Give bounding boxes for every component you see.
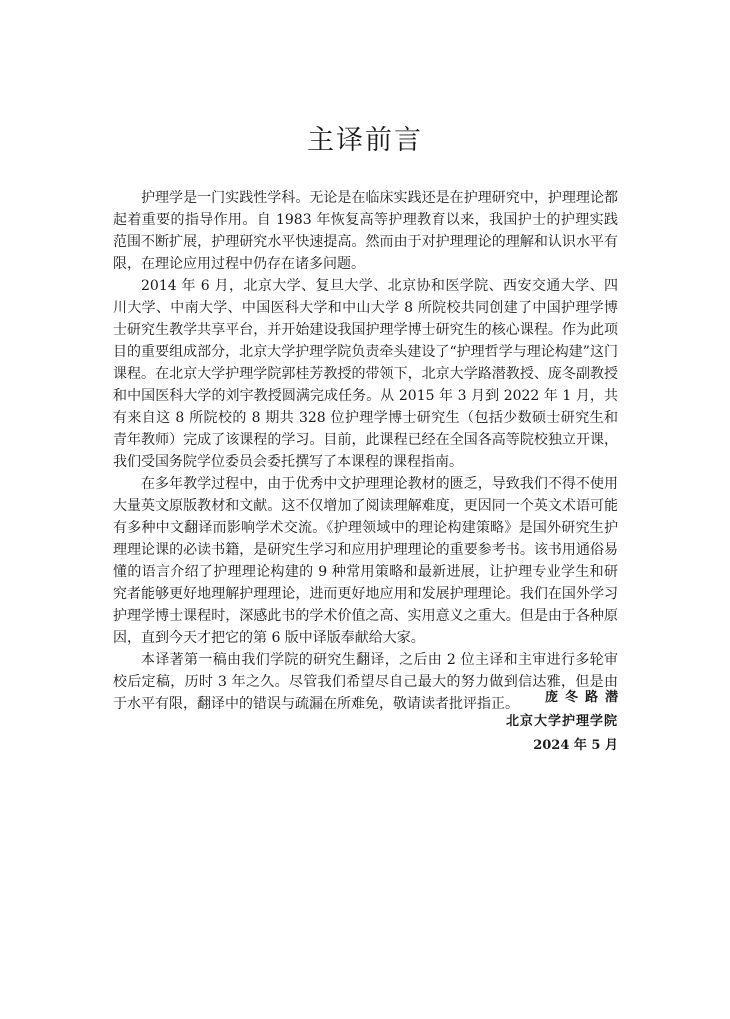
translator-names: 庞冬路潜 [544, 690, 625, 705]
signature-block [505, 686, 625, 758]
signature-date: 2024 年 5 月 [533, 738, 618, 753]
paragraph-3: 在多年教学过程中，由于优秀中文护理理论教材的匮乏，导致我们不得不使用大量英文原版教材和文献。这不仅增加了阅读理解难度，更因同一个英文术语可能有多种中文翻译而影响学术交流。《护理领域中的理论构建策略》是国外研究生护理理论课的必读书籍，是研究生学习和应用护理理论的重要参考书。该书用通俗易懂的语言介绍了护理理论构建的 9 种常用策略和最新进展，让护理专业学生和研究者能够更好地理解护理理论，进而更好地应用和发展护理理论。我们在国外学习护理学博士课程时，深感此书的学术价值之高、实用意义之重大。但是由于各种原因，直到今天才把它的第 6 版中译版奉献给大家。 [113, 476, 618, 646]
preface-body [113, 187, 618, 715]
paragraph-2: 2014 年 6 月，北京大学、复旦大学、北京协和医学院、西安交通大学、四川大学、中南大学、中国医科大学和中山大学 8 所院校共同创建了中国护理学博士研究生教学共享平台，并开始建设我国护理学博士研究生的核心课程。作为此项目的重要组成部分，北京大学护理学院负责牵头建设了“护理哲学与理论构建”这门课程。在北京大学护理学院郭桂芳教授的带领下，北京大学路潜教授、庞冬副教授和中国医科大学的刘宇教授圆满完成任务。从 2015 年 3 月到 2022 年 1 月，共有来自这 8 所院校的 8 期共 328 位护理学博士研究生（包括少数硕士研究生和青年教师）完成了该课程的学习。目前，此课程已经在全国各高等院校独立开课，我们受国务院学位委员会委托撰写了本课程的课程指南。 [113, 278, 618, 470]
organization-name: 北京大学护理学院 [505, 714, 618, 729]
page-title: 主译前言 [307, 125, 423, 157]
paragraph-1: 护理学是一门实践性学科。无论是在临床实践还是在护理研究中，护理理论都起着重要的指导作用。自 1983 年恢复高等护理教育以来，我国护士的护理实践范围不断扩展，护理研究水平快速提高。然而由于对护理理论的理解和认识水平有限，在理论应用过程中仍存在诸多问题。 [113, 190, 618, 272]
paragraph-4: 本译著第一稿由我们学院的研究生翻译，之后由 2 位主译和主审进行多轮审校后定稿，历时 3 年之久。尽管我们希望尽自己最大的努力做到信达雅，但是由于水平有限，翻译中的错误与疏漏在所难免，敬请读者批评指正。 [113, 652, 618, 712]
